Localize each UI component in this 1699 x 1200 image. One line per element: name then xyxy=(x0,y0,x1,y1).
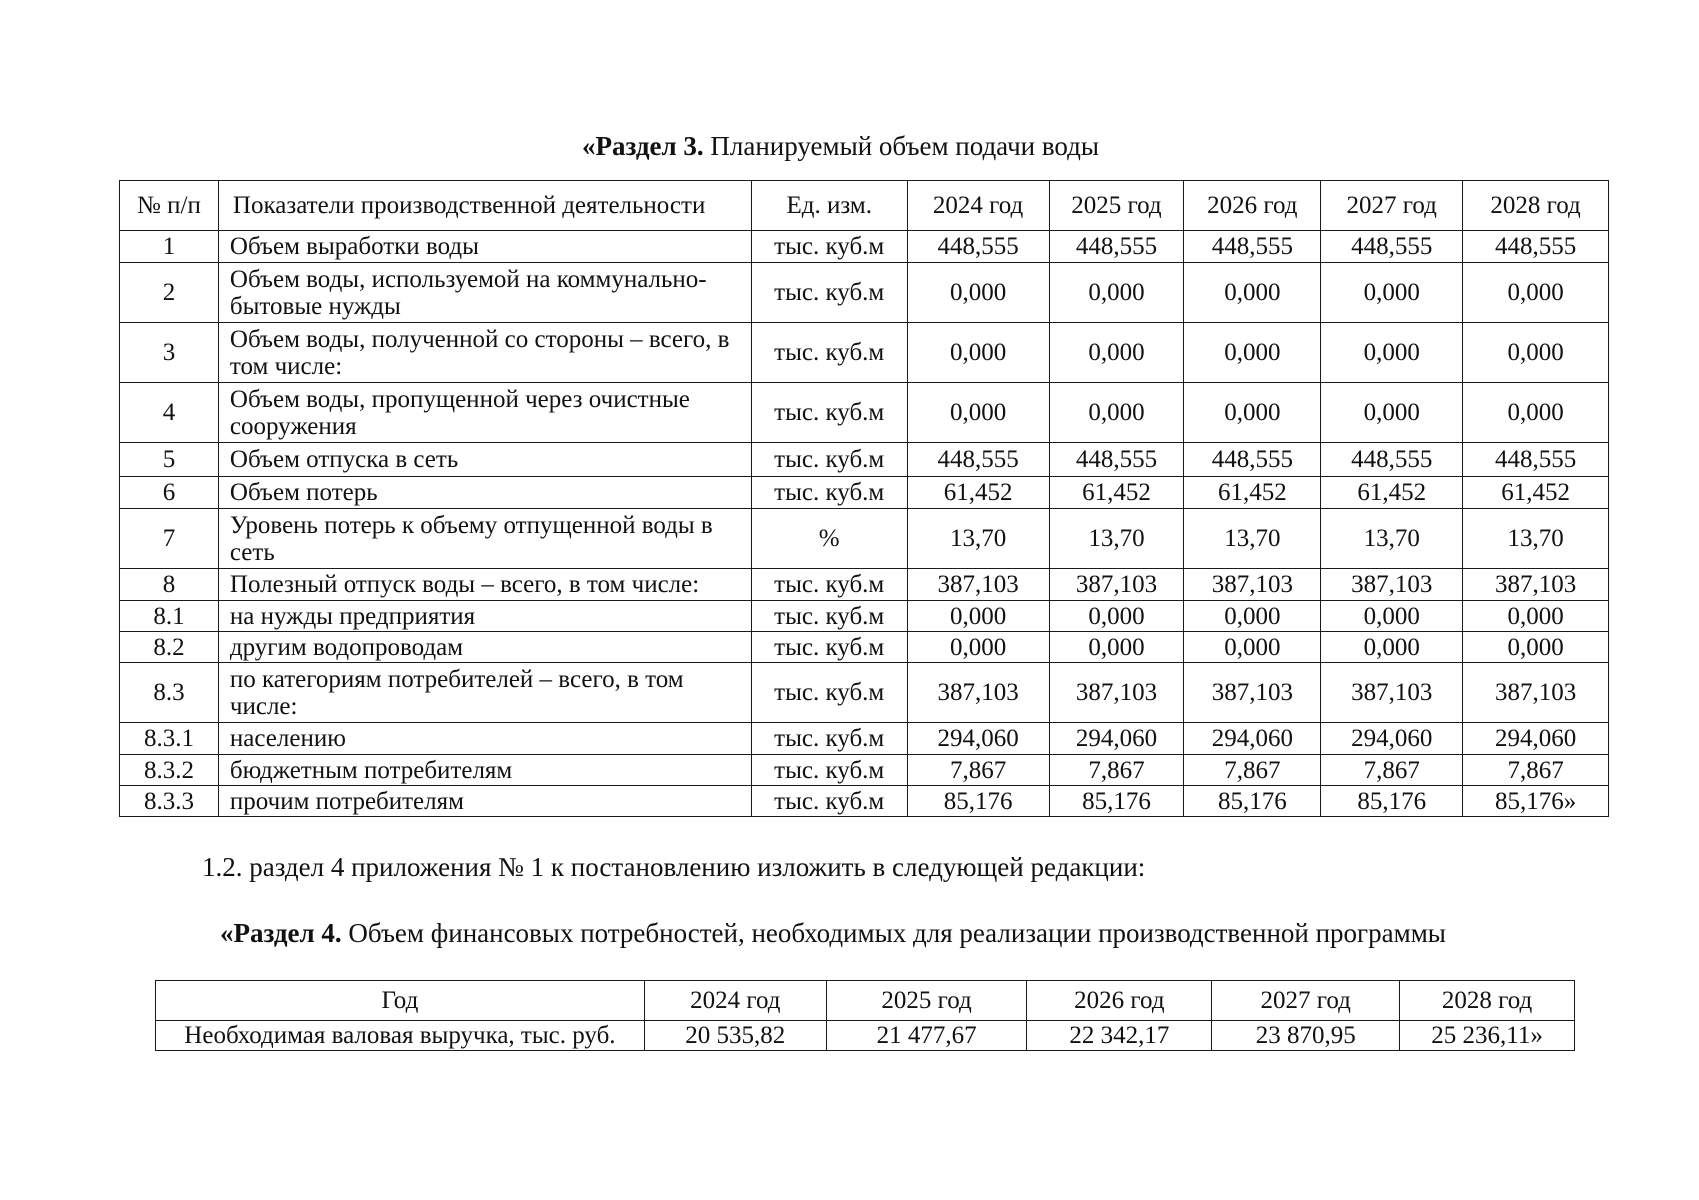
row-indicator: по категориям потребителей – всего, в том числе: xyxy=(218,663,751,723)
value-2024: 387,103 xyxy=(907,569,1049,601)
table-row xyxy=(120,263,1609,323)
section-4-title xyxy=(220,918,1446,949)
value-2027: 13,70 xyxy=(1321,509,1463,569)
table-row xyxy=(120,383,1609,443)
row-number: 8 xyxy=(120,569,219,601)
value-2028: 448,555 xyxy=(1463,443,1609,477)
value-2024: 448,555 xyxy=(907,231,1049,263)
value-2025: 0,000 xyxy=(1049,263,1184,323)
value-2028: 387,103 xyxy=(1463,569,1609,601)
row-indicator: прочим потребителям xyxy=(218,786,751,817)
value-2027: 294,060 xyxy=(1321,723,1463,755)
value-2026: 22 342,17 xyxy=(1027,1021,1212,1051)
row-indicator: Объем воды, используемой на коммунально-бытовые нужды xyxy=(218,263,751,323)
value-2028: 387,103 xyxy=(1463,663,1609,723)
row-unit: тыс. куб.м xyxy=(751,601,907,632)
table-row xyxy=(156,1021,1575,1051)
row-unit: % xyxy=(751,509,907,569)
table-row xyxy=(120,632,1609,663)
row-number: 7 xyxy=(120,509,219,569)
value-2026: 0,000 xyxy=(1184,323,1321,383)
header-cell-2028: 2028 год xyxy=(1463,181,1609,231)
row-indicator: Полезный отпуск воды – всего, в том числе: xyxy=(218,569,751,601)
section-3-title-bold: «Раздел 3. xyxy=(581,131,704,161)
value-2025: 0,000 xyxy=(1049,323,1184,383)
row-indicator: на нужды предприятия xyxy=(218,601,751,632)
value-2027: 0,000 xyxy=(1321,601,1463,632)
row-indicator: населению xyxy=(218,723,751,755)
row-unit: тыс. куб.м xyxy=(751,663,907,723)
value-2028: 0,000 xyxy=(1463,263,1609,323)
paragraph-1-2: 1.2. раздел 4 приложения № 1 к постановлению изложить в следующей редакции: xyxy=(202,852,1146,882)
value-2026: 61,452 xyxy=(1184,477,1321,509)
value-2024: 85,176 xyxy=(907,786,1049,817)
value-2026: 85,176 xyxy=(1184,786,1321,817)
value-2024: 294,060 xyxy=(907,723,1049,755)
row-unit: тыс. куб.м xyxy=(751,263,907,323)
value-2025: 0,000 xyxy=(1049,601,1184,632)
row-unit: тыс. куб.м xyxy=(751,755,907,786)
value-2026: 0,000 xyxy=(1184,383,1321,443)
value-2025: 387,103 xyxy=(1049,663,1184,723)
row-unit: тыс. куб.м xyxy=(751,323,907,383)
row-number: 4 xyxy=(120,383,219,443)
value-2025: 13,70 xyxy=(1049,509,1184,569)
table-header-row xyxy=(120,181,1609,231)
value-2024: 0,000 xyxy=(907,263,1049,323)
row-unit: тыс. куб.м xyxy=(751,443,907,477)
value-2026: 448,555 xyxy=(1184,231,1321,263)
value-2024: 0,000 xyxy=(907,323,1049,383)
header-cell-2024: 2024 год xyxy=(644,981,826,1021)
value-2024: 387,103 xyxy=(907,663,1049,723)
value-2026: 0,000 xyxy=(1184,632,1321,663)
value-2024: 13,70 xyxy=(907,509,1049,569)
value-2027: 448,555 xyxy=(1321,231,1463,263)
table-row xyxy=(120,723,1609,755)
value-2026: 0,000 xyxy=(1184,263,1321,323)
value-2024: 7,867 xyxy=(907,755,1049,786)
row-indicator: Объем выработки воды xyxy=(218,231,751,263)
value-2027: 7,867 xyxy=(1321,755,1463,786)
value-2027: 0,000 xyxy=(1321,263,1463,323)
header-cell-num: № п/п xyxy=(120,181,219,231)
value-2025: 7,867 xyxy=(1049,755,1184,786)
header-cell-year: Год xyxy=(156,981,645,1021)
row-unit: тыс. куб.м xyxy=(751,231,907,263)
value-2028: 294,060 xyxy=(1463,723,1609,755)
value-2028: 85,176» xyxy=(1463,786,1609,817)
value-2028: 0,000 xyxy=(1463,323,1609,383)
header-cell-unit: Ед. изм. xyxy=(751,181,907,231)
header-cell-2026: 2026 год xyxy=(1184,181,1321,231)
value-2025: 0,000 xyxy=(1049,632,1184,663)
row-unit: тыс. куб.м xyxy=(751,383,907,443)
table-row xyxy=(120,231,1609,263)
table-row xyxy=(120,509,1609,569)
value-2027: 0,000 xyxy=(1321,323,1463,383)
row-indicator: бюджетным потребителям xyxy=(218,755,751,786)
value-2027: 85,176 xyxy=(1321,786,1463,817)
value-2028: 13,70 xyxy=(1463,509,1609,569)
section-3-title xyxy=(0,131,1699,162)
header-cell-2027: 2027 год xyxy=(1212,981,1400,1021)
row-indicator: другим водопроводам xyxy=(218,632,751,663)
row-number: 8.3.1 xyxy=(120,723,219,755)
table-row xyxy=(120,323,1609,383)
section-3-title-text: Планируемый объем подачи воды xyxy=(703,131,1100,161)
value-2025: 448,555 xyxy=(1049,443,1184,477)
value-2026: 294,060 xyxy=(1184,723,1321,755)
header-cell-2026: 2026 год xyxy=(1027,981,1212,1021)
header-cell-2028: 2028 год xyxy=(1400,981,1575,1021)
row-indicator: Объем воды, полученной со стороны – всего, в том числе: xyxy=(218,323,751,383)
value-2025: 448,555 xyxy=(1049,231,1184,263)
section-4-title-text: Объем финансовых потребностей, необходимых для реализации производственной программы xyxy=(341,918,1446,948)
table-row xyxy=(120,477,1609,509)
value-2027: 448,555 xyxy=(1321,443,1463,477)
table-header-row xyxy=(156,981,1575,1021)
row-unit: тыс. куб.м xyxy=(751,632,907,663)
section-4-title-bold: «Раздел 4. xyxy=(220,918,342,948)
value-2024: 20 535,82 xyxy=(644,1021,826,1051)
value-2024: 61,452 xyxy=(907,477,1049,509)
row-unit: тыс. куб.м xyxy=(751,569,907,601)
value-2026: 13,70 xyxy=(1184,509,1321,569)
row-indicator: Объем воды, пропущенной через очистные сооружения xyxy=(218,383,751,443)
table-row xyxy=(120,786,1609,817)
value-2028: 61,452 xyxy=(1463,477,1609,509)
value-2026: 7,867 xyxy=(1184,755,1321,786)
value-2026: 387,103 xyxy=(1184,569,1321,601)
table-row xyxy=(120,601,1609,632)
row-number: 6 xyxy=(120,477,219,509)
value-2026: 448,555 xyxy=(1184,443,1321,477)
water-supply-table xyxy=(119,180,1609,817)
row-indicator: Объем потерь xyxy=(218,477,751,509)
value-2025: 0,000 xyxy=(1049,383,1184,443)
value-2025: 294,060 xyxy=(1049,723,1184,755)
row-number: 8.3 xyxy=(120,663,219,723)
header-cell-2025: 2025 год xyxy=(1049,181,1184,231)
row-label: Необходимая валовая выручка, тыс. руб. xyxy=(156,1021,645,1051)
row-number: 8.3.3 xyxy=(120,786,219,817)
header-cell-2027: 2027 год xyxy=(1321,181,1463,231)
value-2027: 0,000 xyxy=(1321,383,1463,443)
value-2027: 23 870,95 xyxy=(1212,1021,1400,1051)
value-2025: 85,176 xyxy=(1049,786,1184,817)
row-indicator: Объем отпуска в сеть xyxy=(218,443,751,477)
header-cell-2025: 2025 год xyxy=(826,981,1027,1021)
value-2025: 387,103 xyxy=(1049,569,1184,601)
table-row xyxy=(120,443,1609,477)
value-2027: 0,000 xyxy=(1321,632,1463,663)
header-cell-2024: 2024 год xyxy=(907,181,1049,231)
row-number: 8.1 xyxy=(120,601,219,632)
value-2027: 387,103 xyxy=(1321,663,1463,723)
value-2028: 0,000 xyxy=(1463,632,1609,663)
table-row xyxy=(120,755,1609,786)
value-2027: 61,452 xyxy=(1321,477,1463,509)
row-unit: тыс. куб.м xyxy=(751,786,907,817)
table-row xyxy=(120,663,1609,723)
value-2026: 387,103 xyxy=(1184,663,1321,723)
row-number: 2 xyxy=(120,263,219,323)
value-2028: 0,000 xyxy=(1463,383,1609,443)
value-2024: 448,555 xyxy=(907,443,1049,477)
value-2028: 7,867 xyxy=(1463,755,1609,786)
value-2028: 448,555 xyxy=(1463,231,1609,263)
row-number: 8.3.2 xyxy=(120,755,219,786)
value-2026: 0,000 xyxy=(1184,601,1321,632)
row-number: 1 xyxy=(120,231,219,263)
value-2027: 387,103 xyxy=(1321,569,1463,601)
financial-needs-table xyxy=(155,980,1575,1051)
row-indicator: Уровень потерь к объему отпущенной воды в сеть xyxy=(218,509,751,569)
value-2028: 0,000 xyxy=(1463,601,1609,632)
row-unit: тыс. куб.м xyxy=(751,477,907,509)
header-cell-indicator: Показатели производственной деятельности xyxy=(218,181,751,231)
value-2024: 0,000 xyxy=(907,383,1049,443)
row-unit: тыс. куб.м xyxy=(751,723,907,755)
value-2028: 25 236,11» xyxy=(1400,1021,1575,1051)
row-number: 5 xyxy=(120,443,219,477)
row-number: 3 xyxy=(120,323,219,383)
value-2024: 0,000 xyxy=(907,632,1049,663)
table-row xyxy=(120,569,1609,601)
value-2024: 0,000 xyxy=(907,601,1049,632)
value-2025: 61,452 xyxy=(1049,477,1184,509)
value-2025: 21 477,67 xyxy=(826,1021,1027,1051)
row-number: 8.2 xyxy=(120,632,219,663)
